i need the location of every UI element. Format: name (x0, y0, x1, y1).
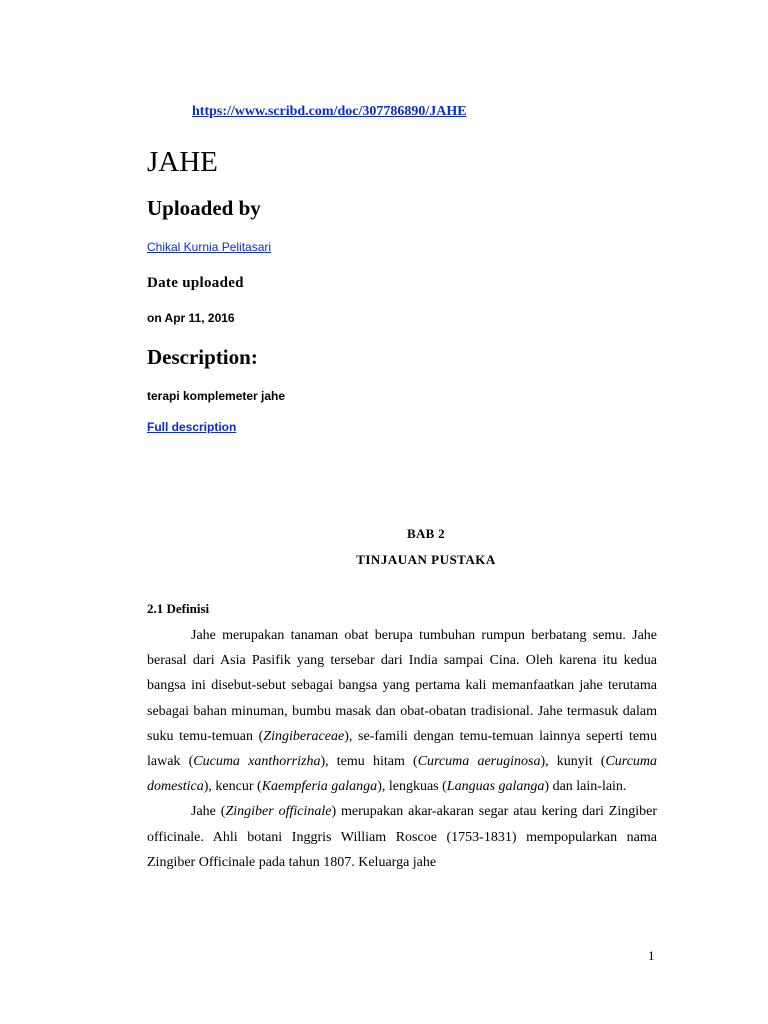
p1-italic-4: Curcuma domestica (147, 754, 658, 795)
full-description-link[interactable]: Full description (147, 420, 237, 434)
section-heading: 2.1 Definisi (147, 601, 210, 616)
paragraph-2 (147, 799, 657, 875)
uploaded-by-heading: Uploaded by (147, 196, 261, 220)
p1-italic-3: Curcuma aeruginosa (417, 754, 541, 770)
p1-text-4: ), kunyit ( (540, 754, 606, 770)
p1-italic-6: Languas galanga (446, 779, 545, 795)
document-title: JAHE (147, 146, 218, 178)
author-link[interactable]: Chikal Kurnia Pelitasari (147, 240, 272, 254)
upload-date: on Apr 11, 2016 (147, 311, 235, 325)
p2-text-2: ) merupakan akar-akaran segar atau kering dari Zingiber officinale. Ahli botani Inggris William Roscoe (1753-1831) mempopularkan nama Zingiber Officinale pada tahun 1807. Keluarga jahe (147, 804, 658, 870)
page-number: 1 (648, 948, 655, 963)
p1-italic-5: Kaempferia galanga (261, 779, 378, 795)
chapter-title: TINJAUAN PUSTAKA (356, 552, 496, 567)
p1-text-5: ), kencur ( (203, 779, 262, 795)
description-text: terapi komplemeter jahe (147, 389, 286, 403)
paragraph-1 (147, 623, 657, 799)
p1-text-3: ), temu hitam ( (320, 754, 418, 770)
p1-text-6: ), lengkuas ( (377, 779, 447, 795)
chapter-number: BAB 2 (407, 526, 445, 541)
p1-text-7: ) dan lain-lain. (544, 779, 627, 795)
body-text (147, 623, 657, 875)
p1-italic-2: Cucuma xanthorrizha (193, 754, 321, 770)
p1-italic-1: Zingiberaceae (263, 728, 345, 744)
p2-text-1: Jahe ( (191, 804, 226, 820)
source-url-link[interactable]: https://www.scribd.com/doc/307786890/JAHE (192, 104, 467, 119)
p1-text-1: Jahe merupakan tanaman obat berupa tumbuhan rumpun berbatang semu. Jahe berasal dari Asia Pasifik yang tersebar dari India sampai Cina. Oleh karena itu kedua bangsa ini disebut-sebut sebagai bangsa yang pertama kali memanfaatkan jahe terutama sebagai bahan minuman, bumbu masak dan obat-obatan tradisional. Jahe termasuk dalam suku temu-temuan ( (147, 628, 657, 744)
p1-text-2: ), se-famili dengan temu-temuan lainnya seperti temu lawak ( (147, 728, 657, 770)
description-heading: Description: (147, 345, 258, 369)
p2-italic-1: Zingiber officinale (225, 804, 332, 820)
date-uploaded-heading: Date uploaded (147, 275, 244, 291)
